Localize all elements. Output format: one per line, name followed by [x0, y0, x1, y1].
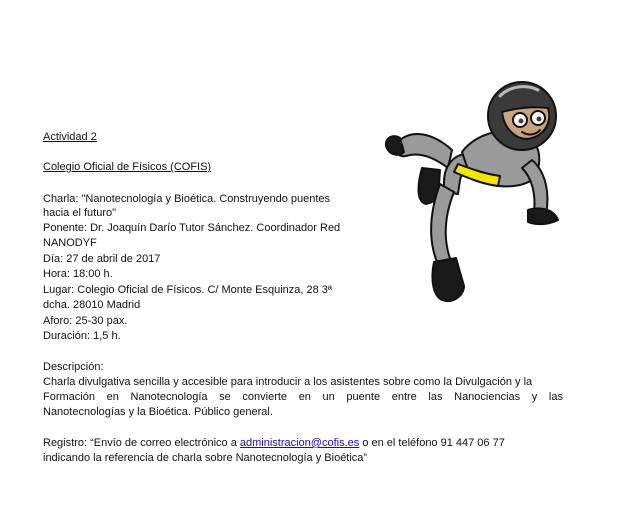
event-duration: Duración: 1,5 h.: [43, 330, 121, 342]
event-capacity: Aforo: 25-30 pax.: [43, 315, 128, 327]
organization-heading: Colegio Oficial de Físicos (COFIS): [43, 161, 212, 173]
registration-line-2: indicando la referencia de charla sobre Nanotecnología y Bioética”: [43, 452, 368, 464]
event-place-line-1: Lugar: Colegio Oficial de Físicos. C/ Monte Esquinza, 28 3ª: [43, 284, 332, 296]
description-line-1: Charla divulgativa sencilla y accesible para introducir a los asistentes sobre como la Divulgación y la: [43, 376, 533, 388]
registration-line-1: [43, 436, 505, 450]
registration-prefix: Registro: “Envío de correo electrónico a: [43, 437, 240, 449]
description-line-3: Nanotecnologías y la Bioética. Público general.: [43, 406, 273, 418]
event-time: Hora: 18:00 h.: [43, 268, 113, 280]
speaker-line-1: Ponente: Dr. Joaquín Darío Tutor Sánchez. Coordinador Red: [43, 222, 341, 234]
talk-title-line-1: Charla: "Nanotecnología y Bioética. Construyendo puentes: [43, 193, 331, 205]
activity-heading: Actividad 2: [43, 131, 97, 143]
astronaut-illustration: [382, 72, 582, 308]
talk-title-line-2: hacia el futuro": [43, 207, 117, 219]
event-place-line-2: dcha. 28010 Madrid: [43, 299, 141, 311]
event-date: Día: 27 de abril de 2017: [43, 253, 161, 265]
description-line-2: Formación en Nanotecnología se convierte en un puente entre las Nanociencias y las: [43, 391, 563, 403]
speaker-line-2: NANODYF: [43, 237, 97, 249]
registration-phone: o en el teléfono 91 447 06 77: [359, 437, 505, 449]
description-heading: Descripción:: [43, 361, 104, 373]
email-link[interactable]: administracion@cofis.es: [239, 437, 360, 449]
